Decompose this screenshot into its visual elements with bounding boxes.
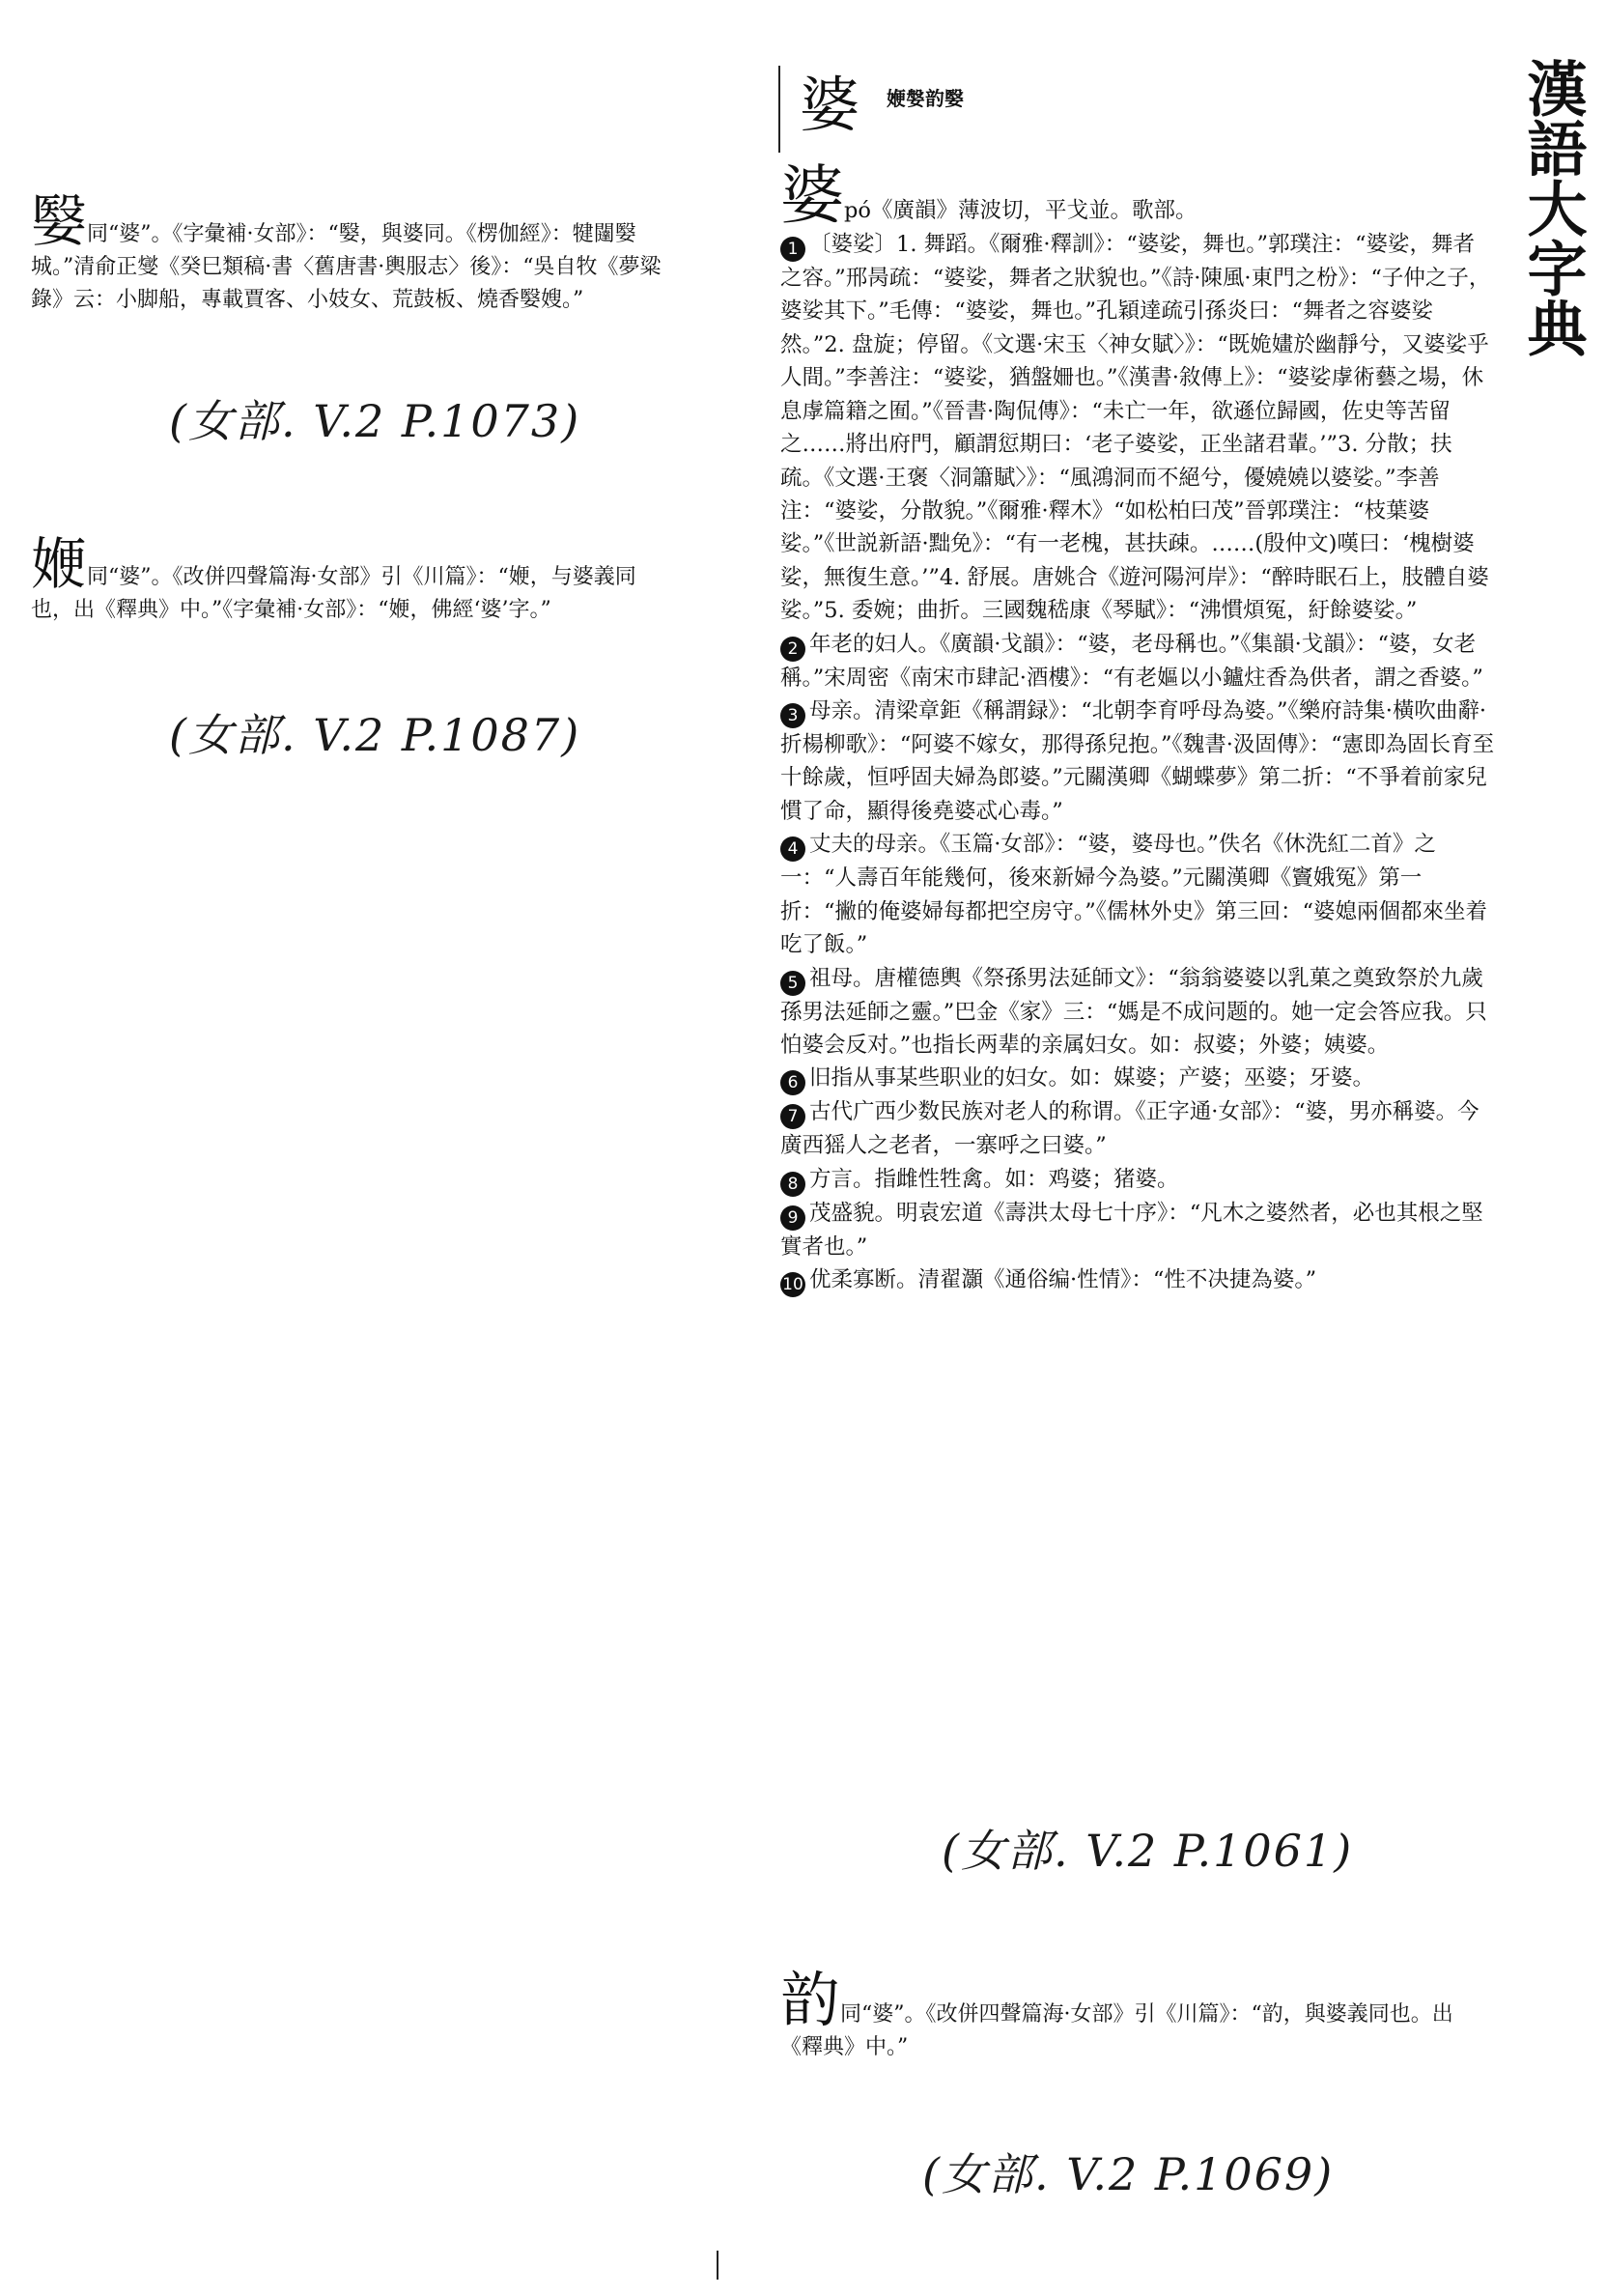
sense-4-text: 丈夫的母亲。《玉篇·女部》：“婆，婆母也。”佚名《休洗紅二首》之一：“人壽百年能幾何，後來新婦今為婆。”元關漢卿《竇娥冤》第一折：“撇的俺婆婦每都把空房守。”《儒林外史》第三回：“婆媳兩個都來坐着吃了飯。” <box>780 832 1488 958</box>
sense-6 <box>780 1062 1495 1095</box>
sense-3 <box>780 694 1495 828</box>
entry-3 <box>780 158 1495 1297</box>
sense-8-text: 方言。指雌性牲禽。如：鸡婆；猪婆。 <box>809 1166 1179 1192</box>
sense-5-number: 5 <box>780 971 805 996</box>
entry-1-text: 同“婆”。《字彙補·女部》：“嫛，與婆同。《楞伽經》：犍闥嫛城。”清俞正燮《癸巳類稿·書〈舊唐書·輿服志〉後》：“吳自牧《夢粱錄》云：小脚船，專載賈客、小妓女、荒鼓板、燒香嫛嫂。” <box>31 222 662 313</box>
entry-4-text: 同“婆”。《改併四聲篇海·女部》引《川篇》：“䪨，與婆義同也。出《釋典》中。” <box>780 2002 1453 2060</box>
sense-9-number: 9 <box>780 1205 805 1231</box>
sense-10 <box>780 1263 1495 1297</box>
top-heading-variants: 㛹媻䪨嫛 <box>887 87 964 110</box>
sense-7-number: 7 <box>780 1104 805 1129</box>
sense-2-text: 年老的妇人。《廣韻·戈韻》：“婆，老母稱也。”《集韻·戈韻》：“婆，女老稱。”宋周密《南宋市肆記·酒樓》：“有老嫗以小鑪炷香為供者，謂之香婆。” <box>780 631 1483 691</box>
entry-3-headword: 婆 <box>780 158 844 233</box>
sense-4-number: 4 <box>780 836 805 862</box>
entry-3-pronunciation: pó《廣韻》薄波切，平戈並。歌部。 <box>844 198 1197 223</box>
sense-8-number: 8 <box>780 1172 805 1197</box>
sense-9 <box>780 1197 1495 1263</box>
sense-8 <box>780 1163 1495 1197</box>
sense-6-number: 6 <box>780 1070 805 1095</box>
entry-2 <box>31 531 668 627</box>
sense-10-number: 10 <box>780 1272 805 1297</box>
sense-6-text: 旧指从事某些职业的妇女。如：媒婆；产婆；巫婆；牙婆。 <box>809 1065 1375 1091</box>
sense-2 <box>780 628 1495 694</box>
sense-7 <box>780 1095 1495 1162</box>
sense-3-text: 母亲。清梁章鉅《稱謂録》：“北朝李育呼母為婆。”《樂府詩集·橫吹曲辭·折楊柳歌》：“阿婆不嫁女，那得孫兒抱。”《魏書·汲固傳》：“憲即為固长育至十餘歲，恒呼固夫婦為郎婆。”元關漢卿《蝴蝶夢》第二折：“不爭着前家兒慣了命，顯得後堯婆忒心毒。” <box>780 698 1495 824</box>
sense-9-text: 茂盛貌。明袁宏道《壽洪太母七十序》：“凡木之婆然者，必也其根之堅實者也。” <box>780 1200 1483 1260</box>
sense-5-text: 祖母。唐權德輿《祭孫男法延師文》：“翁翁婆婆以乳菓之奠致祭於九歲孫男法延師之靈。”巴金《家》三：“媽是不成问题的。她一定会答应我。只怕婆会反对。”也指长两辈的亲属妇女。如：叔婆；外婆；姨婆。 <box>780 965 1487 1059</box>
entry-4-page-note: (女部. V.2 P.1069) <box>922 2148 1335 2200</box>
sense-7-text: 古代广西少数民族对老人的称谓。《正字通·女部》：“婆，男亦稱婆。今廣西猺人之老者，一寨呼之曰婆。” <box>780 1099 1479 1159</box>
entry-2-page-note: (女部. V.2 P.1087) <box>169 709 581 761</box>
entry-2-text: 同“婆”。《改併四聲篇海·女部》引《川篇》：“㛹，与婆義同也，出《釋典》中。”《字彙補·女部》：“㛹，佛經‘婆’字。” <box>31 565 636 623</box>
entry-3-page-note: (女部. V.2 P.1061) <box>942 1825 1354 1877</box>
entry-1 <box>31 188 668 317</box>
sense-4 <box>780 828 1495 961</box>
top-heading-char: 婆 <box>800 70 860 140</box>
sense-1 <box>780 228 1495 628</box>
sense-5 <box>780 962 1495 1063</box>
entry-4 <box>780 1965 1495 2064</box>
sense-1-text: 〔婆娑〕1. 舞蹈。《爾雅·釋訓》：“婆娑，舞也。”郭璞注：“婆娑，舞者之容。”邢昺疏：“婆娑，舞者之狀貌也。”《詩·陳風·東門之枌》：“子仲之子，婆娑其下。”毛傳：“婆娑，舞也。”孔穎達疏引孫炎曰：“舞者之容婆娑然。”2. 盘旋；停留。《文選·宋玉〈神女賦〉》：“既姽嫿於幽靜兮，又婆娑乎人間。”李善注：“婆娑，猶盤姍也。”《漢書·敘傳上》：“婆娑虖術藝之場，休息虖篇籍之囿。”《晉書·陶侃傳》：“未亡一年，欲遜位歸國，佐史等苦留之……將出府門，顧謂愆期曰：‘老子婆娑，正坐諸君輩。’”3. 分散；扶疏。《文選·王褒〈洞簫賦〉》：“風鴻洞而不絕兮，優嬈嬈以婆娑。”李善注：“婆娑，分散貌。”《爾雅·釋木》“如松柏曰茂”晉郭璞注：“枝葉婆娑。”《世説新語·黜免》：“有一老槐，甚扶疎。……(殷仲文)嘆曰：‘槐樹婆娑，無復生意。’”4. 舒展。唐姚合《遊河陽河岸》：“醉時眠石上，肢體自婆娑。”5. 委婉；曲折。三國魏嵇康《琴賦》：“沸慣煩冤，紆餘婆娑。” <box>780 232 1491 624</box>
sense-3-number: 3 <box>780 703 805 728</box>
heading-rule <box>778 66 780 153</box>
sense-1-number: 1 <box>780 237 805 262</box>
bottom-rule <box>717 2251 718 2280</box>
entry-2-headword: 㛹 <box>31 531 88 597</box>
entry-4-headword: 䪨 <box>780 1965 841 2035</box>
dictionary-title: 漢語大字典 <box>1517 58 1588 357</box>
entry-1-page-note: (女部. V.2 P.1073) <box>169 395 581 447</box>
entry-1-headword: 嫛 <box>31 188 88 254</box>
sense-2-number: 2 <box>780 637 805 662</box>
sense-10-text: 优柔寡断。清翟灝《通俗编·性情》：“性不决捷為婆。” <box>809 1267 1317 1293</box>
